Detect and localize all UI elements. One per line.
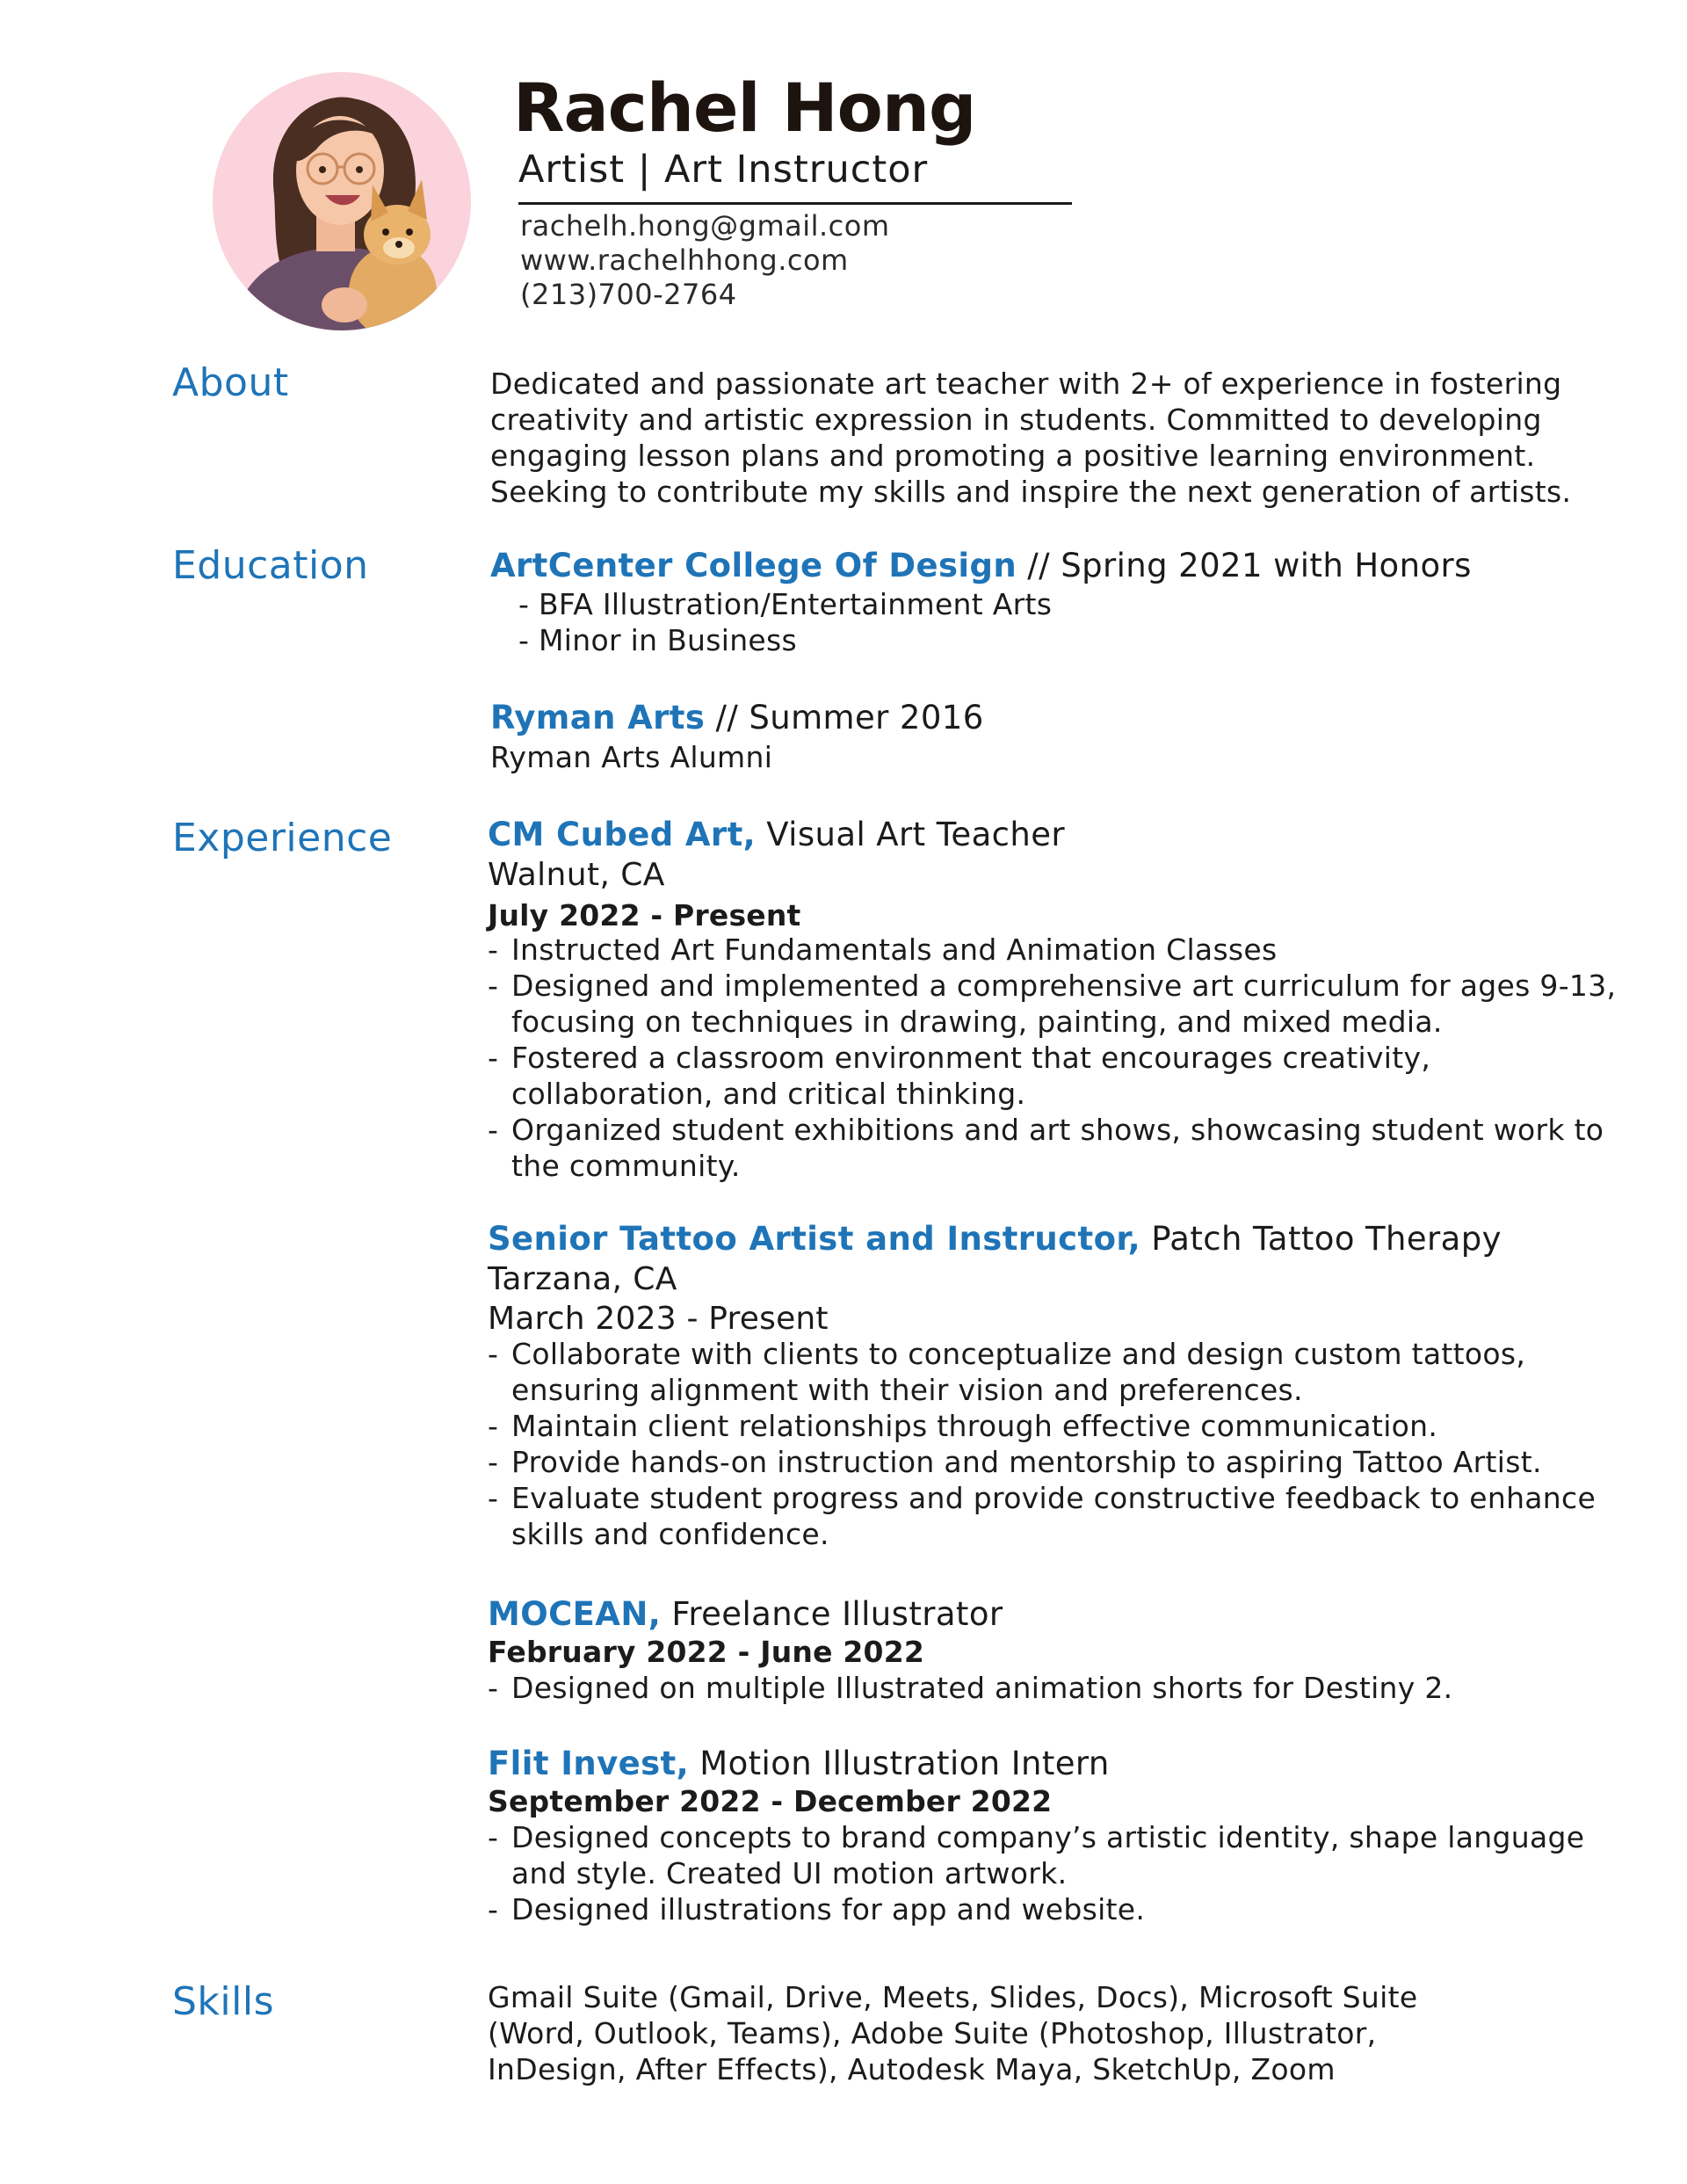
job-bullets bbox=[488, 1336, 1596, 1552]
job-bullets bbox=[488, 932, 1616, 1184]
education-item: Ryman Arts Alumni bbox=[490, 740, 773, 774]
job-dates: September 2022 - December 2022 bbox=[488, 1784, 1053, 1818]
education-item: - BFA Illustration/Entertainment Arts bbox=[518, 587, 1053, 621]
about-text bbox=[490, 366, 1571, 510]
list-item: - Designed and implemented a comprehensive art curriculum for ages 9-13, focusing on techniques in drawing, painting, and mixed media. bbox=[488, 968, 1616, 1040]
job-bullets bbox=[488, 1670, 1452, 1706]
skills-line: Gmail Suite (Gmail, Drive, Meets, Slides, Docs), Microsoft Suite bbox=[488, 1980, 1418, 2014]
contact-phone: (213)700-2764 bbox=[520, 278, 737, 311]
skills-line: InDesign, After Effects), Autodesk Maya, SketchUp, Zoom bbox=[488, 2052, 1336, 2086]
job-location: Tarzana, CA bbox=[488, 1261, 677, 1297]
list-item: - Collaborate with clients to conceptualize and design custom tattoos, ensuring alignment with their vision and preferences. bbox=[488, 1336, 1596, 1408]
list-item: - Instructed Art Fundamentals and Animation Classes bbox=[488, 932, 1616, 968]
contact-email[interactable]: rachelh.hong@gmail.com bbox=[520, 209, 890, 243]
list-item: - Designed concepts to brand company’s artistic identity, shape language and style. Created UI motion artwork. bbox=[488, 1819, 1584, 1891]
experience-heading: Experience bbox=[172, 816, 393, 860]
about-line: engaging lesson plans and promoting a positive learning environment. bbox=[490, 439, 1536, 473]
job-org: Flit Invest, bbox=[488, 1745, 690, 1782]
header-divider bbox=[518, 202, 1072, 205]
candidate-name: Rachel Hong bbox=[513, 69, 976, 147]
job-role: Patch Tattoo Therapy bbox=[1140, 1220, 1502, 1258]
job-org: Senior Tattoo Artist and Instructor, bbox=[488, 1220, 1141, 1258]
school-name: ArtCenter College Of Design bbox=[490, 547, 1017, 584]
job-role: Freelance Illustrator bbox=[661, 1595, 1003, 1633]
skills-line: (Word, Outlook, Teams), Adobe Suite (Photoshop, Illustrator, bbox=[488, 2016, 1377, 2050]
about-heading: About bbox=[172, 360, 289, 405]
education-entry-title bbox=[490, 547, 1472, 584]
job-location: Walnut, CA bbox=[488, 857, 665, 893]
job-org: CM Cubed Art, bbox=[488, 816, 757, 853]
job-role: Visual Art Teacher bbox=[756, 816, 1066, 853]
list-item: - Maintain client relationships through effective communication. bbox=[488, 1408, 1596, 1444]
job-title bbox=[488, 1220, 1502, 1258]
school-detail: // Summer 2016 bbox=[705, 699, 984, 736]
job-role: Motion Illustration Intern bbox=[689, 1745, 1110, 1782]
skills-text bbox=[488, 1979, 1417, 2087]
list-item: - Organized student exhibitions and art shows, showcasing student work to the community. bbox=[488, 1112, 1616, 1184]
school-name: Ryman Arts bbox=[490, 699, 706, 736]
about-line: Seeking to contribute my skills and inspire the next generation of artists. bbox=[490, 475, 1572, 509]
job-title bbox=[488, 1745, 1110, 1782]
education-entry-title bbox=[490, 699, 984, 736]
list-item: - Provide hands-on instruction and mentorship to aspiring Tattoo Artist. bbox=[488, 1444, 1596, 1480]
list-item: - Designed illustrations for app and website. bbox=[488, 1891, 1584, 1927]
job-dates: July 2022 - Present bbox=[488, 898, 801, 932]
education-item: - Minor in Business bbox=[518, 623, 797, 657]
contact-website[interactable]: www.rachelhhong.com bbox=[520, 243, 849, 277]
job-title bbox=[488, 816, 1065, 853]
job-dates: March 2023 - Present bbox=[488, 1301, 829, 1337]
school-detail: // Spring 2021 with Honors bbox=[1017, 547, 1472, 584]
list-item: - Evaluate student progress and provide constructive feedback to enhance skills and confidence. bbox=[488, 1480, 1596, 1552]
job-title bbox=[488, 1595, 1003, 1633]
job-org: MOCEAN, bbox=[488, 1595, 662, 1633]
job-dates: February 2022 - June 2022 bbox=[488, 1635, 925, 1669]
list-item: - Designed on multiple Illustrated animation shorts for Destiny 2. bbox=[488, 1670, 1452, 1706]
candidate-role: Artist | Art Instructor bbox=[518, 148, 929, 192]
about-line: creativity and artistic expression in students. Committed to developing bbox=[490, 403, 1542, 437]
list-item: - Fostered a classroom environment that encourages creativity, collaboration, and critical thinking. bbox=[488, 1040, 1616, 1112]
job-bullets bbox=[488, 1819, 1584, 1927]
about-line: Dedicated and passionate art teacher with 2+ of experience in fostering bbox=[490, 366, 1562, 401]
skills-heading: Skills bbox=[172, 1979, 275, 2024]
avatar bbox=[213, 72, 471, 330]
education-heading: Education bbox=[172, 543, 369, 588]
portrait-with-dog-illustration-icon bbox=[213, 72, 471, 330]
